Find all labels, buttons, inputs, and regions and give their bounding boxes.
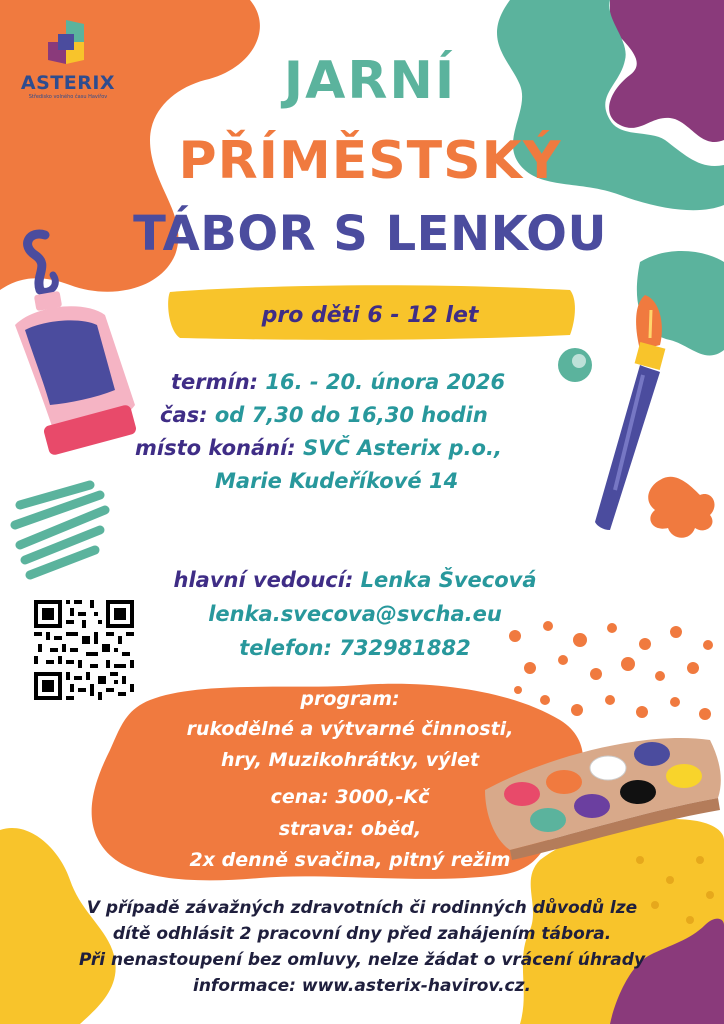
paint-tube-icon [5,215,150,465]
logo-icon [44,20,86,66]
place-value: SVČ Asterix p.o., [302,436,502,460]
title-line-2: PŘÍMĚSTSKÝ [178,131,562,191]
logo-name: ASTERIX [20,72,116,94]
program-activities: rukodělné a výtvarné činnosti, [186,718,514,740]
age-range: pro děti 6 - 12 let [261,303,479,328]
time-value: od 7,30 do 16,30 hodin [214,403,488,427]
footer-line-1: V případě závažných zdravotních či rodinných důvodů lze [86,898,638,918]
place-value-2: Marie Kudeříkové 14 [215,469,459,493]
place-label: místo konání: [135,436,296,460]
term-line [171,370,505,394]
phone-line: telefon: 732981882 [239,636,471,660]
paintbrush-icon [585,290,675,540]
program-price: cena: 3000,-Kč [270,786,430,808]
footer-line-3: Při nenastoupení bez omluvy, nelze žádat o vrácení úhrady [78,950,646,970]
time-line [160,403,488,427]
program-snacks: 2x denně svačina, pitný režim [189,849,511,871]
place-line [135,436,502,460]
teal-scribble [15,485,105,575]
time-label: čas: [160,403,208,427]
place-line-2 [215,469,458,493]
program-games: hry, Muzikohrátky, výlet [220,749,480,771]
program-meals: strava: oběd, [278,818,422,840]
term-value: 16. - 20. února 2026 [265,370,506,394]
title-line-3: TÁBOR S LENKOU [133,206,607,262]
leader-line [100,568,610,592]
footer-website[interactable]: informace: www.asterix-havirov.cz. [193,976,531,996]
term-label: termín: [171,370,259,394]
teal-droplet-inner [572,354,586,368]
leader-label: hlavní vedoucí: [173,568,354,592]
qr-code[interactable] [34,600,134,700]
title-line-1: JARNÍ [283,51,457,111]
footer-line-2: dítě odhlásit 2 pracovní dny před zahájením tábora. [112,924,612,944]
program-label: program: [300,688,400,710]
email-link[interactable]: lenka.svecova@svcha.eu [208,602,502,626]
logo-subtitle: Středisko volného času Havířov [28,94,108,100]
leader-name: Lenka Švecová [360,568,537,592]
